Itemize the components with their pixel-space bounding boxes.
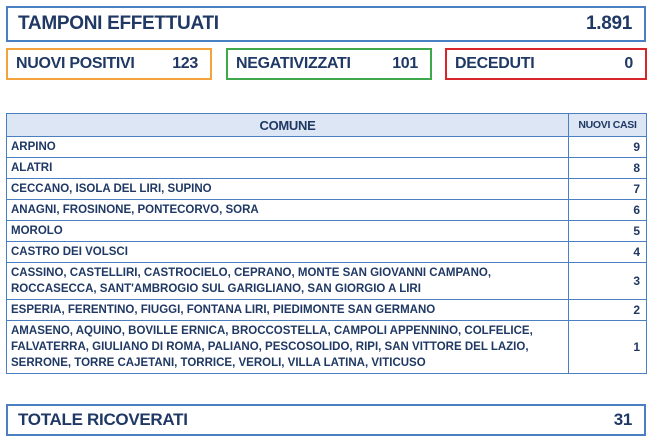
row-comune: CECCANO, ISOLA DEL LIRI, SUPINO	[7, 179, 569, 200]
row-comune: ARPINO	[7, 137, 569, 158]
header-comune: COMUNE	[7, 114, 569, 137]
row-comune: ESPERIA, FERENTINO, FIUGGI, FONTANA LIRI, PIEDIMONTE SAN GERMANO	[7, 300, 569, 321]
row-comune: AMASENO, AQUINO, BOVILLE ERNICA, BROCCOSTELLA, CAMPOLI APPENNINO, COLFELICE, FALVATERRA, GIULIANO DI ROMA, PALIANO, PESCOSOLIDO, RIPI, SAN VITTORE DEL LAZIO, SERRONE, TORRE CAJETANI, TORRICE, VEROLI, VILLA LATINA, VITICUSO	[7, 321, 569, 374]
table-row	[7, 242, 647, 263]
row-comune: MOROLO	[7, 221, 569, 242]
tamponi-box	[6, 6, 646, 42]
ricoverati-value: 31	[613, 410, 632, 429]
row-cases: 2	[569, 300, 647, 321]
deceduti-label: DECEDUTI	[455, 55, 535, 72]
ricoverati-box	[6, 404, 646, 436]
row-cases: 4	[569, 242, 647, 263]
tamponi-label: TAMPONI EFFETTUATI	[18, 13, 219, 34]
negativizzati-value: 101	[392, 55, 418, 72]
table-header-row	[7, 114, 647, 137]
table-row	[7, 179, 647, 200]
table-row	[7, 158, 647, 179]
row-comune: CASSINO, CASTELLIRI, CASTROCIELO, CEPRANO, MONTE SAN GIOVANNI CAMPANO, ROCCASECCA, SANT'AMBROGIO SUL GARIGLIANO, SAN GIORGIO A LIRI	[7, 263, 569, 300]
ricoverati-label: TOTALE RICOVERATI	[18, 410, 188, 429]
deceduti-box	[445, 48, 647, 80]
header-nuovi-casi: NUOVI CASI	[569, 114, 647, 137]
row-comune: ANAGNI, FROSINONE, PONTECORVO, SORA	[7, 200, 569, 221]
table-row	[7, 300, 647, 321]
row-cases: 9	[569, 137, 647, 158]
row-comune: ALATRI	[7, 158, 569, 179]
negativizzati-label: NEGATIVIZZATI	[236, 55, 351, 72]
row-cases: 5	[569, 221, 647, 242]
nuovi-positivi-box	[6, 48, 212, 80]
table-row	[7, 221, 647, 242]
row-cases: 7	[569, 179, 647, 200]
row-cases: 6	[569, 200, 647, 221]
nuovi-positivi-value: 123	[172, 55, 198, 72]
table-row	[7, 200, 647, 221]
table-row	[7, 137, 647, 158]
deceduti-value: 0	[624, 55, 633, 72]
tamponi-value: 1.891	[585, 13, 632, 34]
negativizzati-box	[226, 48, 432, 80]
row-cases: 8	[569, 158, 647, 179]
table-row	[7, 263, 647, 300]
nuovi-positivi-label: NUOVI POSITIVI	[16, 55, 135, 72]
row-cases: 3	[569, 263, 647, 300]
table-row	[7, 321, 647, 374]
comuni-table	[6, 113, 647, 374]
row-cases: 1	[569, 321, 647, 374]
row-comune: CASTRO DEI VOLSCI	[7, 242, 569, 263]
